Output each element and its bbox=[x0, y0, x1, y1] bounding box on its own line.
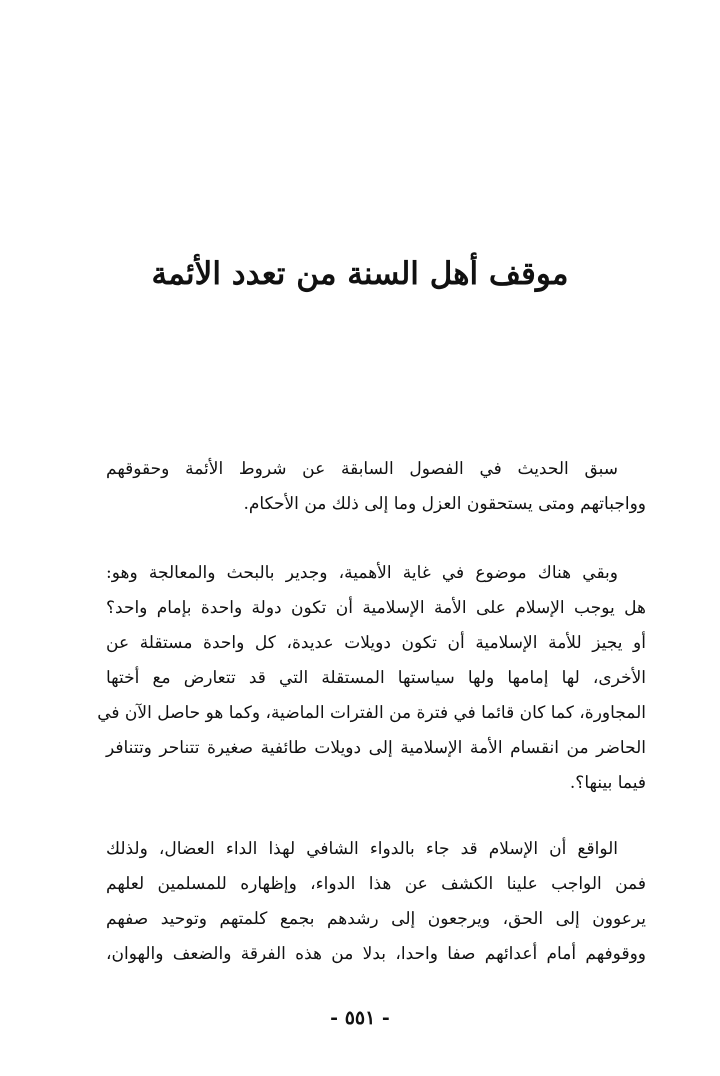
paragraph-line: يرعوون إلى الحق، ويرجعون إلى رشدهم بجمع كلمتهم وتوحيد صفهم bbox=[106, 909, 646, 929]
page-number: - ٥٥١ - bbox=[330, 1007, 390, 1029]
paragraph-line: ووقوفهم أمام أعدائهم صفا واحدا، بدلا من هذه الفرقة والضعف والهوان، bbox=[106, 944, 646, 964]
paragraph-line: فيما بينها؟. bbox=[569, 773, 646, 793]
paragraph-line: فمن الواجب علينا الكشف عن هذا الدواء، وإظهاره للمسلمين لعلهم bbox=[106, 874, 646, 894]
paragraph-line: هل يوجب الإسلام على الأمة الإسلامية أن تكون دولة واحدة بإمام واحد؟ bbox=[106, 598, 646, 618]
paragraph-1 bbox=[106, 452, 646, 522]
paragraph-line: أو يجيز للأمة الإسلامية أن تكون دويلات عديدة، كل واحدة مستقلة عن bbox=[106, 633, 646, 653]
chapter-title: موقف أهل السنة من تعدد الأئمة bbox=[151, 256, 569, 292]
paragraph-line: وواجباتهم ومتى يستحقون العزل وما إلى ذلك من الأحكام. bbox=[243, 494, 646, 514]
paragraph-line: سبق الحديث في الفصول السابقة عن شروط الأئمة وحقوقهم bbox=[106, 459, 618, 479]
paragraph-line: وبقي هناك موضوع في غاية الأهمية، وجدير بالبحث والمعالجة وهو: bbox=[106, 563, 618, 583]
paragraph-line: الأخرى، لها إمامها ولها سياستها المستقلة التي قد تتعارض مع أختها bbox=[106, 668, 646, 688]
paragraph-line: الحاضر من انقسام الأمة الإسلامية إلى دويلات طائفية صغيرة تتناحر وتتنافر bbox=[106, 738, 646, 758]
paragraph-line: المجاورة، كما كان قائما في فترة من الفترات الماضية، وكما هو حاصل الآن في bbox=[97, 703, 646, 723]
paragraph-2 bbox=[97, 556, 646, 801]
paragraph-line: الواقع أن الإسلام قد جاء بالدواء الشافي لهذا الداء العضال، ولذلك bbox=[106, 839, 618, 859]
paragraph-3 bbox=[106, 832, 646, 972]
